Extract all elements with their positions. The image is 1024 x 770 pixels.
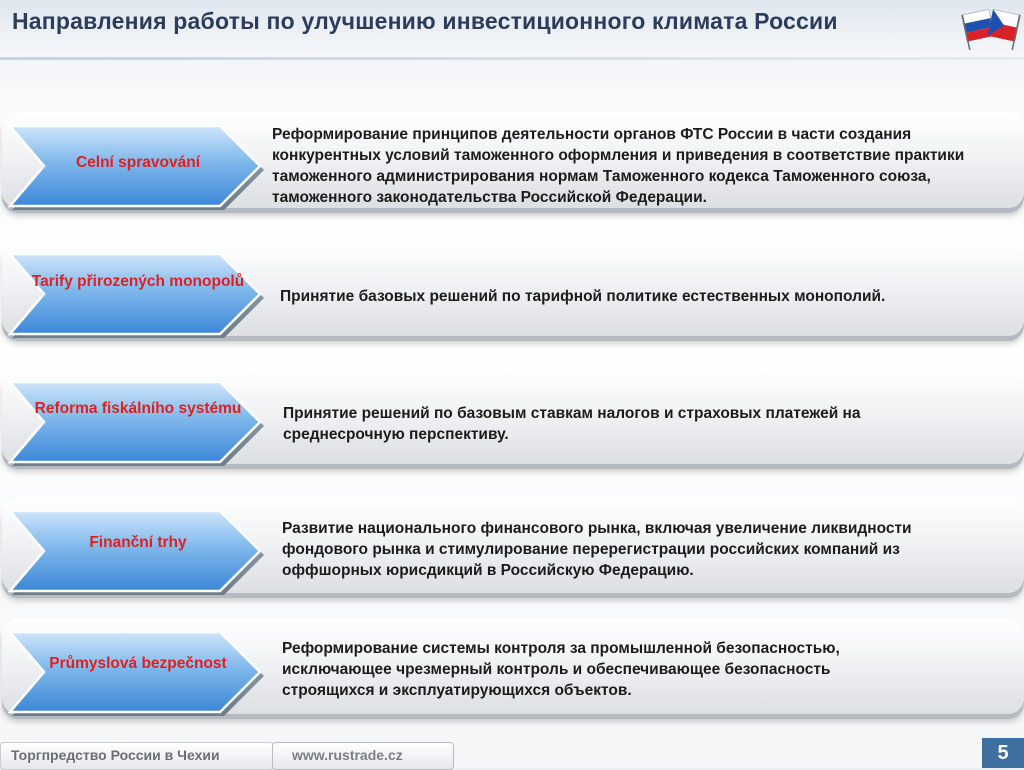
footer-organization (0, 742, 274, 770)
section-arrow-badge (8, 252, 270, 338)
section-arrow-badge (8, 630, 270, 716)
section-row-industrial-safety (0, 618, 1024, 724)
section-row-fiscal-reform (0, 368, 1024, 474)
section-arrow-badge (8, 509, 270, 595)
russia-czech-flags-icon (960, 6, 1022, 50)
section-arrow-badge (8, 380, 270, 466)
footer-website-link[interactable] (272, 742, 454, 770)
section-row-monopoly-tariffs (0, 240, 1024, 346)
section-description: Принятие решений по базовым ставкам налогов и страховых платежей на среднесрочную перспективу. (283, 405, 861, 443)
header-bar (0, 0, 1024, 60)
section-label: Průmyslová bezpečnost (49, 655, 227, 672)
section-description: Принятие базовых решений по тарифной политике естественных монополий. (280, 288, 886, 305)
section-label: Reforma fiskálního systému (34, 400, 242, 417)
section-row-financial-markets (0, 497, 1024, 603)
section-label: Finanční trhy (89, 534, 187, 551)
section-description: Развитие национального финансового рынка, включая увеличение ликвидности фондового рынка и стимулирование перерегистрации российских компаний из оффшорных юрисдикций в Российскую Федерацию. (282, 520, 912, 579)
section-description: Реформирование принципов деятельности органов ФТС России в части создания конкурентных условий таможенного оформления и приведения в соответствие практики таможенного администрирования нормам Таможенного кодекса Таможенного союза, таможенного законодательства Российской Федерации. (272, 126, 965, 206)
footer-organization-text: Торгпредство России в Чехии (11, 747, 220, 763)
section-arrow-badge (8, 124, 270, 210)
section-label: Celní spravování (75, 154, 201, 171)
section-label: Tarify přirozených monopolů (31, 273, 245, 290)
page-number-badge: 5 (982, 738, 1024, 768)
section-row-customs (0, 112, 1024, 218)
section-description: Реформирование системы контроля за промышленной безопасностью, исключающее чрезмерный контроль и обеспечивающее безопасность строящихся и эксплуатирующихся объектов. (282, 640, 840, 699)
page-title: Направления работы по улучшению инвестиционного климата России (12, 8, 838, 34)
footer-website-text: www.rustrade.cz (292, 747, 403, 763)
